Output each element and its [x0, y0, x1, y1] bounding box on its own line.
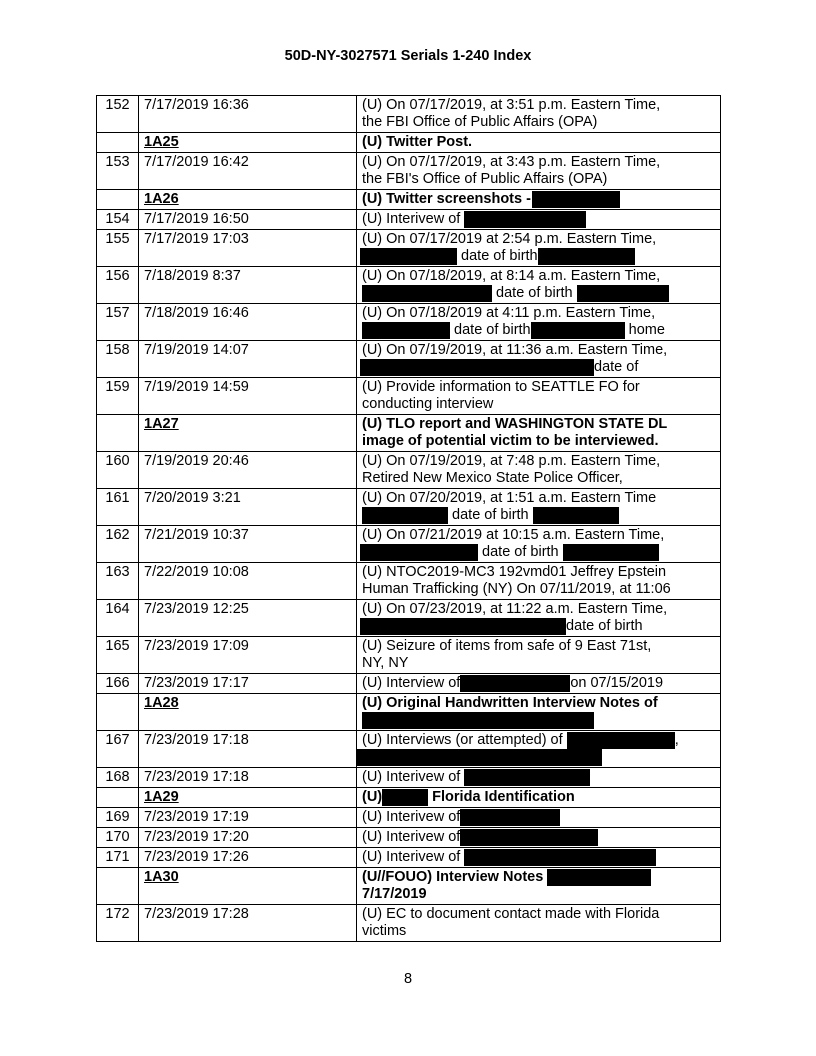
serial-number: 155: [97, 230, 139, 267]
serial-date: 7/18/2019 16:46: [139, 304, 357, 341]
serial-date: 7/19/2019 20:46: [139, 452, 357, 489]
attachment-serial: 1A26: [139, 190, 357, 210]
serial-date: 7/18/2019 8:37: [139, 267, 357, 304]
redaction-block: [531, 322, 625, 339]
serial-description: (U) Seizure of items from safe of 9 East 71st, NY, NY: [357, 637, 721, 674]
table-row: [97, 210, 721, 230]
table-row: [97, 267, 721, 304]
serial-number: 153: [97, 153, 139, 190]
serial-description: (U) On 07/23/2019, at 11:22 a.m. Eastern Time, date of birth: [357, 600, 721, 637]
table-row: [97, 230, 721, 267]
redaction-block: [362, 507, 448, 524]
serial-description: (U) Interviews (or attempted) of ,: [357, 731, 721, 768]
table-row: [97, 304, 721, 341]
attachment-serial: 1A29: [139, 788, 357, 808]
serial-date: 7/19/2019 14:59: [139, 378, 357, 415]
page-number: 8: [403, 971, 413, 987]
serial-description: (U) On 07/18/2019, at 8:14 a.m. Eastern Time, date of birth: [357, 267, 721, 304]
attachment-serial: 1A28: [139, 694, 357, 731]
serial-number: 170: [97, 828, 139, 848]
attachment-serial: 1A30: [139, 868, 357, 905]
serial-number: 171: [97, 848, 139, 868]
table-row: [97, 768, 721, 788]
table-row: [97, 848, 721, 868]
serial-description: (U) Interivew of: [357, 848, 721, 868]
redaction-block: [362, 322, 450, 339]
table-row: [97, 96, 721, 133]
serial-number: 161: [97, 489, 139, 526]
serial-description: (U) EC to document contact made with Florida victims: [357, 905, 721, 942]
redaction-block: [362, 285, 492, 302]
serial-description: (U) On 07/17/2019, at 3:43 p.m. Eastern Time, the FBI's Office of Public Affairs (OPA): [357, 153, 721, 190]
attachment-description: (U) Twitter Post.: [357, 133, 721, 153]
serial-description: (U) On 07/19/2019, at 11:36 a.m. Eastern Time, date of: [357, 341, 721, 378]
serial-description: (U) On 07/18/2019 at 4:11 p.m. Eastern Time, date of birth home: [357, 304, 721, 341]
table-row: [97, 828, 721, 848]
serial-date: 7/23/2019 17:20: [139, 828, 357, 848]
serial-number: 160: [97, 452, 139, 489]
attachment-serial: 1A25: [139, 133, 357, 153]
redaction-block: [533, 507, 619, 524]
table-row: [97, 868, 721, 905]
serial-number: 158: [97, 341, 139, 378]
serial-date: 7/23/2019 17:18: [139, 731, 357, 768]
serial-date: 7/23/2019 17:18: [139, 768, 357, 788]
serial-date: 7/23/2019 17:28: [139, 905, 357, 942]
table-row: [97, 378, 721, 415]
redaction-block: [460, 809, 560, 826]
serial-date: 7/19/2019 14:07: [139, 341, 357, 378]
attachment-serial: 1A27: [139, 415, 357, 452]
redaction-block: [362, 712, 594, 729]
serial-number: 166: [97, 674, 139, 694]
attachment-description: (U) TLO report and WASHINGTON STATE DL image of potential victim to be interviewed.: [357, 415, 721, 452]
table-row: [97, 694, 721, 731]
serial-date: 7/17/2019 16:42: [139, 153, 357, 190]
attachment-description: (U) Original Handwritten Interview Notes of: [357, 694, 721, 731]
serial-description: (U) On 07/21/2019 at 10:15 a.m. Eastern Time, date of birth: [357, 526, 721, 563]
table-row: [97, 526, 721, 563]
serial-number: 165: [97, 637, 139, 674]
attachment-description: (U//FOUO) Interview Notes 7/17/2019: [357, 868, 721, 905]
serial-date: 7/22/2019 10:08: [139, 563, 357, 600]
serial-date: 7/23/2019 17:19: [139, 808, 357, 828]
serial-number: 152: [97, 96, 139, 133]
redaction-block: [382, 789, 428, 806]
attachment-description: (U) Twitter screenshots -: [357, 190, 721, 210]
table-row: [97, 600, 721, 637]
redaction-block: [360, 248, 457, 265]
table-row: [97, 341, 721, 378]
serial-description: (U) Interivew of: [357, 808, 721, 828]
serial-number: 164: [97, 600, 139, 637]
serial-description: (U) Provide information to SEATTLE FO for conducting interview: [357, 378, 721, 415]
redaction-block: [464, 769, 590, 786]
redaction-block: [460, 675, 570, 692]
serial-number: 157: [97, 304, 139, 341]
serial-date: 7/17/2019 16:36: [139, 96, 357, 133]
redaction-block: [464, 211, 586, 228]
serial-number: 163: [97, 563, 139, 600]
serials-index-table: [96, 95, 721, 942]
redaction-block: [547, 869, 651, 886]
table-row: [97, 153, 721, 190]
redaction-block: [460, 829, 598, 846]
serial-description: (U) Interivew of: [357, 828, 721, 848]
serial-date: 7/23/2019 17:09: [139, 637, 357, 674]
serial-description: (U) On 07/17/2019, at 3:51 p.m. Eastern Time, the FBI Office of Public Affairs (OPA): [357, 96, 721, 133]
redaction-block: [360, 359, 594, 376]
redaction-block: [464, 849, 656, 866]
attachment-description: (U) Florida Identification: [357, 788, 721, 808]
serial-description: (U) On 07/20/2019, at 1:51 a.m. Eastern Time date of birth: [357, 489, 721, 526]
serial-description: (U) On 07/17/2019 at 2:54 p.m. Eastern Time, date of birth: [357, 230, 721, 267]
redaction-block: [567, 732, 675, 749]
serial-date: 7/21/2019 10:37: [139, 526, 357, 563]
redaction-block: [360, 544, 478, 561]
redaction-block: [532, 191, 620, 208]
redaction-block: [360, 618, 566, 635]
redaction-block: [538, 248, 635, 265]
serial-number: 159: [97, 378, 139, 415]
serial-date: 7/23/2019 17:17: [139, 674, 357, 694]
serial-date: 7/17/2019 16:50: [139, 210, 357, 230]
serial-number: 168: [97, 768, 139, 788]
redaction-block: [577, 285, 669, 302]
serial-number: 156: [97, 267, 139, 304]
serial-description: (U) Interivew of: [357, 768, 721, 788]
table-row: [97, 674, 721, 694]
serial-description: (U) NTOC2019-MC3 192vmd01 Jeffrey Epstein Human Trafficking (NY) On 07/11/2019, at 11:06: [357, 563, 721, 600]
table-row: [97, 637, 721, 674]
table-row: [97, 452, 721, 489]
serial-date: 7/23/2019 17:26: [139, 848, 357, 868]
table-row: [97, 190, 721, 210]
serial-number: 169: [97, 808, 139, 828]
table-row: [97, 731, 721, 768]
table-row: [97, 415, 721, 452]
serial-date: 7/20/2019 3:21: [139, 489, 357, 526]
serial-number: 167: [97, 731, 139, 768]
redaction-block: [356, 749, 602, 766]
serial-description: (U) On 07/19/2019, at 7:48 p.m. Eastern Time, Retired New Mexico State Police Officer,: [357, 452, 721, 489]
serial-description: (U) Interview of on 07/15/2019: [357, 674, 721, 694]
document-title: 50D-NY-3027571 Serials 1-240 Index: [284, 48, 532, 64]
table-row: [97, 563, 721, 600]
table-row: [97, 905, 721, 942]
table-row: [97, 489, 721, 526]
serial-date: 7/23/2019 12:25: [139, 600, 357, 637]
serial-number: 172: [97, 905, 139, 942]
redaction-block: [563, 544, 659, 561]
table-row: [97, 133, 721, 153]
serial-number: 154: [97, 210, 139, 230]
table-row: [97, 788, 721, 808]
serial-description: (U) Interivew of: [357, 210, 721, 230]
table-row: [97, 808, 721, 828]
serial-date: 7/17/2019 17:03: [139, 230, 357, 267]
serial-number: 162: [97, 526, 139, 563]
